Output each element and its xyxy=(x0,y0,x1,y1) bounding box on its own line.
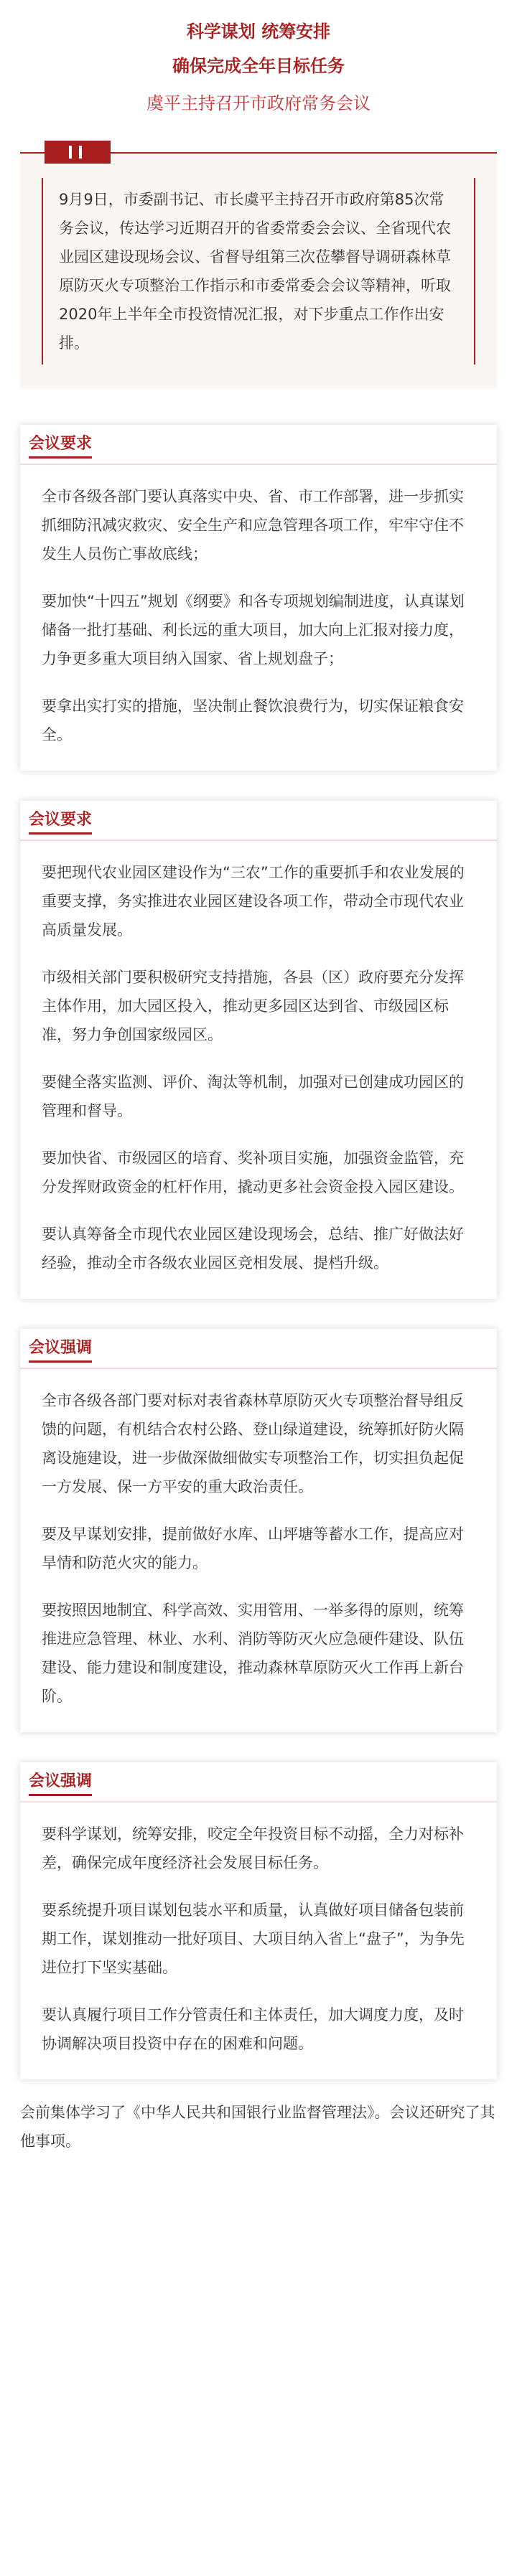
section-paragraph: 市级相关部门要积极研究支持措施，各县（区）政府要充分发挥主体作用，加大园区投入，推动更多园区达到省、市级园区标准，努力争创国家级园区。 xyxy=(42,969,464,1043)
section-title: 会议要求 xyxy=(29,435,92,459)
lead-paragraph: 9月9日，市委副书记、市长虞平主持召开市政府第85次常务会议，传达学习近期召开的省委常委会会议、全省现代农业园区建设现场会议、省督导组第三次莅攀督导调研森林草原防灭火专项整治工作指示和市委常委会会议等精神，听取2020年上半年全市投资情况汇报，对下步重点工作作出安排。 xyxy=(59,191,451,352)
section-paragraph: 要把现代农业园区建设作为“三农”工作的重要抓手和农业发展的重要支撑，务实推进农业园区建设各项工作，带动全市现代农业高质量发展。 xyxy=(42,864,465,939)
section-title: 会议强调 xyxy=(29,1772,92,1796)
section-paragraph: 要系统提升项目谋划包装水平和质量，认真做好项目储备包装前期工作，谋划推动一批好项目、大项目纳入省上“盘子”，为争先进位打下坚实基础。 xyxy=(42,1902,465,1976)
section-paragraph: 要认真履行项目工作分管责任和主体责任，加大调度力度，及时协调解决项目投资中存在的困难和问题。 xyxy=(42,2006,464,2052)
section-meeting-emphasis-1 xyxy=(20,1329,497,1732)
article-header xyxy=(0,0,517,115)
section-paragraph: 要拿出实打实的措施，坚决制止餐饮浪费行为，切实保证粮食安全。 xyxy=(42,697,464,743)
section-header xyxy=(20,1762,497,1802)
title-line-1: 科学谋划 统筹安排 xyxy=(186,22,331,42)
section-header xyxy=(20,801,497,841)
closing-note xyxy=(20,2098,497,2184)
section-header xyxy=(20,425,497,465)
section-title: 会议强调 xyxy=(29,1339,92,1363)
title-line-2: 确保完成全年目标任务 xyxy=(172,56,345,76)
section-paragraph: 全市各级各部门要对标对表省森林草原防灭火专项整治督导组反馈的问题，有机结合农村公路、登山绿道建设，统筹抓好防火隔离设施建设，进一步做深做细做实专项整治工作，切实担负起促一方发展、保一方平安的重大政治责任。 xyxy=(42,1392,464,1495)
lead-box xyxy=(20,152,497,389)
section-paragraph: 要认真筹备全市现代农业园区建设现场会，总结、推广好做法好经验，推动全市各级农业园区竞相发展、提档升级。 xyxy=(42,1226,464,1271)
section-paragraph: 要加快省、市级园区的培育、奖补项目实施，加强资金监管，充分发挥财政资金的杠杆作用，撬动更多社会资金投入园区建设。 xyxy=(42,1150,464,1195)
bar-icon xyxy=(79,146,82,159)
section-paragraph: 要及早谋划安排，提前做好水库、山坪塘等蓄水工作，提高应对旱情和防范火灾的能力。 xyxy=(42,1526,464,1571)
section-paragraph: 要健全落实监测、评价、淘汰等机制，加强对已创建成功园区的管理和督导。 xyxy=(42,1073,464,1119)
section-meeting-requirements-2 xyxy=(20,801,497,1299)
section-body xyxy=(20,1369,497,1732)
section-body xyxy=(20,465,497,771)
section-meeting-emphasis-2 xyxy=(20,1762,497,2079)
section-header xyxy=(20,1329,497,1369)
section-paragraph: 要科学谋划，统筹安排，咬定全年投资目标不动摇，全力对标补差，确保完成年度经济社会发展目标任务。 xyxy=(42,1825,464,1871)
lead-inner-frame xyxy=(42,178,475,365)
section-title: 会议要求 xyxy=(29,811,92,835)
lead-block xyxy=(20,152,497,389)
subtitle: 虞平主持召开市政府常务会议 xyxy=(146,93,371,113)
section-body xyxy=(20,841,497,1299)
section-body xyxy=(20,1802,497,2079)
section-paragraph: 要按照因地制宜、科学高效、实用管用、一举多得的原则，统筹推进应急管理、林业、水利、消防等防灭火应急硬件建设、队伍建设、能力建设和制度建设，推动森林草原防灭火工作再上新台阶。 xyxy=(42,1602,464,1705)
section-paragraph: 要加快“十四五”规划《纲要》和各专项规划编制进度，认真谋划储备一批打基础、利长远的重大项目，加大向上汇报对接力度，力争更多重大项目纳入国家、省上规划盘子； xyxy=(42,593,465,667)
section-paragraph: 全市各级各部门要认真落实中央、省、市工作部署，进一步抓实抓细防汛减灾救灾、安全生产和应急管理各项工作，牢牢守住不发生人员伤亡事故底线； xyxy=(42,488,464,563)
lead-tab-decoration xyxy=(45,141,111,164)
bar-icon xyxy=(69,146,72,159)
section-meeting-requirements-1 xyxy=(20,425,497,771)
closing-paragraph: 会前集体学习了《中华人民共和国银行业监督管理法》。会议还研究了其他事项。 xyxy=(20,2104,495,2150)
